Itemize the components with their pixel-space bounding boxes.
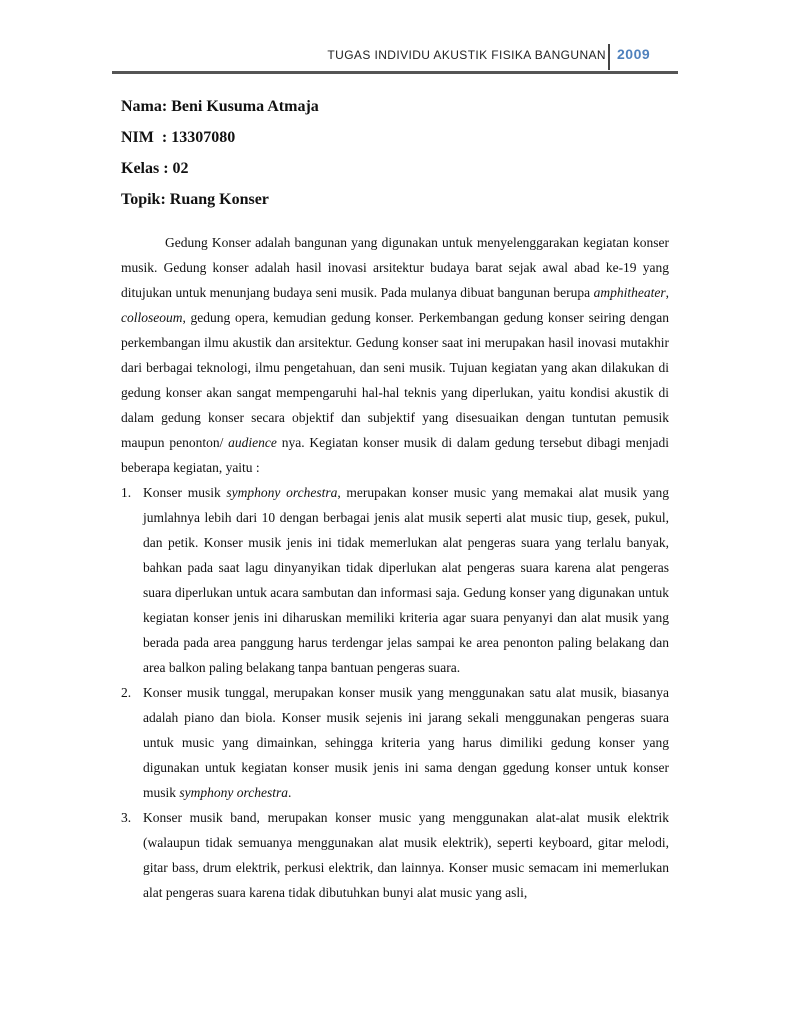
list-text: Konser musik band, merupakan konser music yang menggunakan alat-alat musik elektrik (walaupun tidak semuanya menggunakan alat musik elektrik), seperti keyboard, gitar melodi, gitar bass, drum elektrik, perkusi elektrik, dan lainnya. Konser music semacam ini memerlukan alat pengeras suara karena tidak dibutuhkan bunyi alat music yang asli, bbox=[143, 810, 669, 900]
list-number: 3. bbox=[121, 810, 132, 825]
header-separator bbox=[608, 44, 610, 70]
header-title: TUGAS INDIVIDU AKUSTIK FISIKA BANGUNAN bbox=[327, 48, 606, 62]
info-topik: Topik: Ruang Konser bbox=[121, 191, 269, 208]
list-number: 2. bbox=[121, 685, 132, 700]
list-text: . bbox=[288, 785, 292, 800]
list-italic: symphony orchestra bbox=[226, 485, 338, 500]
list-number: 1. bbox=[121, 485, 132, 500]
list-text: , merupakan konser music yang memakai alat musik yang jumlahnya lebih dari 10 dengan berbagai jenis alat musik seperti alat music tiup, gesek, pukul, dan petik. Konser musik jenis ini tidak memerlukan alat pengeras suara yang terlalu banyak, bahkan pada saat lagu dinyanyikan tidak diperlukan alat pengeras suara karena alat pengeras suara diperlukan untuk acara sambutan dan informasi saja. Gedung konser yang digunakan untuk kegiatan konser jenis ini diharuskan memiliki kriteria agar suara penyanyi dan alat musik yang berada pada area panggung harus terdengar jelas sampai ke area penonton paling belakang dan area balkon paling belakang tanpa bantuan pengeras suara. bbox=[143, 485, 669, 675]
concert-type-list bbox=[121, 480, 669, 905]
list-text: Konser musik bbox=[143, 485, 227, 500]
intro-italic-1: amphitheater bbox=[593, 285, 666, 300]
info-nama: Nama: Beni Kusuma Atmaja bbox=[121, 98, 319, 115]
intro-paragraph bbox=[121, 230, 669, 480]
info-kelas: Kelas : 02 bbox=[121, 160, 189, 177]
page-header bbox=[112, 44, 678, 70]
list-item bbox=[121, 680, 669, 805]
intro-italic-3: audience bbox=[228, 435, 277, 450]
student-info bbox=[121, 91, 319, 215]
intro-text-1: Gedung Konser adalah bangunan yang digunakan untuk menyelenggarakan kegiatan konser musik. Gedung konser adalah hasil inovasi arsitektur budaya barat sejak awal abad ke-19 yang ditujukan untuk menunjang budaya seni musik. Pada mulanya dibuat bangunan berupa bbox=[121, 235, 669, 300]
list-italic: symphony orchestra bbox=[179, 785, 288, 800]
header-year: 2009 bbox=[617, 46, 651, 62]
header-rule bbox=[112, 71, 678, 74]
intro-text-3: , gedung opera, kemudian gedung konser. Perkembangan gedung konser seiring dengan perkembangan ilmu akustik dan arsitektur. Gedung konser saat ini merupakan hasil inovasi mutakhir dari berbagai teknologi, ilmu pengetahuan, dan seni musik. Tujuan kegiatan yang akan dilakukan di gedung konser akan sangat mempengaruhi hal-hal teknis yang diperlukan, yaitu kondisi akustik di dalam gedung konser secara objektif dan subjektif yang disesuaikan dengan tuntutan pemusik maupun penonton/ bbox=[121, 310, 669, 450]
info-nim: NIM : 13307080 bbox=[121, 129, 236, 146]
intro-text-4: nya. Kegiatan konser musik di dalam gedung tersebut dibagi menjadi beberapa kegiatan, yaitu : bbox=[121, 435, 669, 475]
list-text: Konser musik tunggal, merupakan konser musik yang menggunakan satu alat musik, biasanya adalah piano dan biola. Konser musik sejenis ini jarang sekali menggunakan pengeras suara untuk music yang dimainkan, sehingga kriteria yang harus dimiliki gedung konser yang digunakan untuk kegiatan konser musik jenis ini sama dengan ggedung konser untuk konser musik bbox=[143, 685, 669, 800]
document-body bbox=[121, 230, 669, 905]
list-item bbox=[121, 480, 669, 680]
intro-text-2: , bbox=[665, 285, 669, 300]
list-item bbox=[121, 805, 669, 905]
intro-italic-2: colloseoum bbox=[121, 310, 183, 325]
